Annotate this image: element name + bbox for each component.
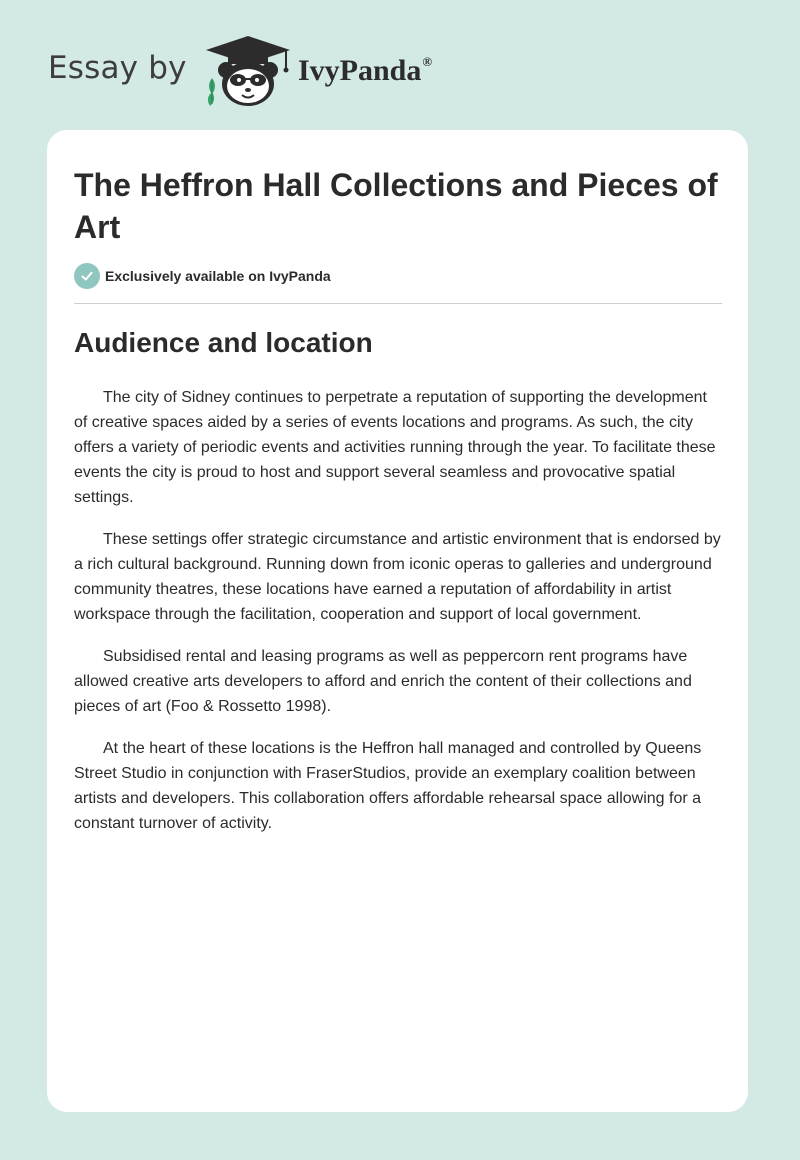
exclusive-badge: [74, 263, 331, 289]
paragraph: At the heart of these locations is the Heffron hall managed and controlled by Queens Street Studio in conjunction with FraserStudios, provide an exemplary coalition between artists and developers. This collaboration offers affordable rehearsal space allowing for a constant turnover of activity.: [74, 740, 702, 832]
paragraph: The city of Sidney continues to perpetrate a reputation of supporting the development of creative spaces aided by a series of events locations and programs. As such, the city offers a variety of periodic events and activities running through the year. To facilitate these events the city is proud to host and support several seamless and provocative spatial settings.: [74, 389, 716, 506]
essay-by-label: Essay by: [48, 50, 187, 86]
section-heading: Audience and location: [74, 327, 373, 358]
brand-label: IvyPanda: [298, 54, 422, 87]
ivypanda-logo-icon[interactable]: [202, 34, 294, 108]
registered-mark: ®: [422, 54, 433, 69]
divider: [74, 303, 722, 304]
badge-text: Exclusively available on IvyPanda: [105, 268, 331, 284]
essay-body: [74, 385, 722, 853]
paragraph: Subsidised rental and leasing programs as well as peppercorn rent programs have allowed creative arts developers to afford and enrich the content of their collections and pieces of art (Foo & Rossetto 1998).: [74, 648, 692, 715]
essay-card: [47, 130, 748, 1112]
site-header: [48, 30, 748, 110]
essay-title: The Heffron Hall Collections and Pieces of Art: [74, 167, 718, 245]
paragraph: These settings offer strategic circumstance and artistic environment that is endorsed by a rich cultural background. Running down from iconic operas to galleries and underground community theatres, these locations have earned a reputation of affordability in artist workspace through the facilitation, cooperation and support of local government.: [74, 531, 721, 623]
brand-name[interactable]: [298, 54, 432, 88]
checkmark-icon: [74, 263, 100, 289]
